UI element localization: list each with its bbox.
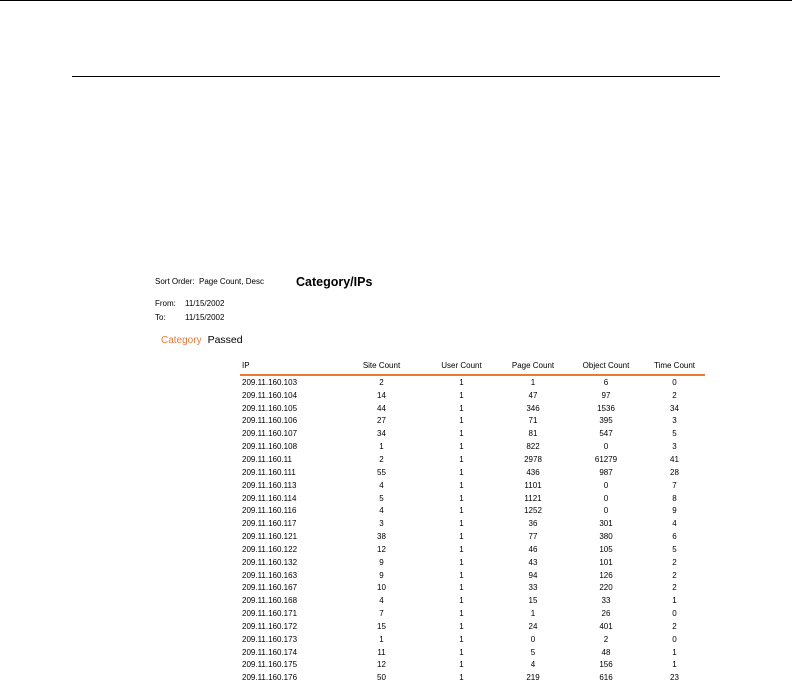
cell-page-count: 33	[528, 583, 538, 593]
cell-page-count: 1252	[524, 506, 542, 516]
cell-page-count: 24	[528, 621, 538, 631]
cell-page-count: 1	[530, 609, 536, 619]
header-ip: IP	[240, 357, 338, 375]
cell-time-count: 2	[672, 621, 677, 631]
category-value: Passed	[207, 334, 243, 346]
cell-site-count: 9	[379, 557, 384, 567]
cell-site-count: 5	[379, 493, 384, 503]
table-row	[240, 543, 705, 556]
cell-user-count: 1	[459, 403, 464, 413]
from-label: From:	[155, 299, 176, 308]
cell-ip: 209.11.160.104	[242, 390, 298, 400]
cell-site-count: 38	[377, 532, 386, 542]
cell-time-count: 23	[670, 673, 679, 683]
cell-object-count: 156	[599, 660, 613, 670]
cell-user-count: 1	[459, 647, 464, 657]
cell-site-count: 12	[377, 660, 386, 670]
cell-site-count: 15	[377, 621, 386, 631]
cell-time-count: 3	[672, 442, 677, 452]
category-label: Category	[161, 335, 202, 346]
cell-object-count: 0	[603, 506, 609, 516]
cell-user-count: 1	[459, 544, 464, 554]
cell-object-count: 220	[599, 583, 613, 593]
cell-ip: 209.11.160.171	[242, 609, 298, 619]
cell-user-count: 1	[459, 609, 464, 619]
cell-page-count: 43	[528, 557, 538, 567]
cell-object-count: 0	[603, 442, 609, 452]
cell-object-count: 0	[603, 493, 609, 503]
cell-time-count: 9	[672, 506, 677, 516]
cell-user-count: 1	[459, 390, 464, 400]
table-row	[240, 517, 705, 530]
cell-object-count: 2	[603, 634, 609, 644]
ip-table	[240, 357, 705, 684]
cell-object-count: 1536	[597, 403, 615, 413]
cell-time-count: 2	[672, 390, 677, 400]
cell-site-count: 2	[379, 454, 384, 464]
cell-site-count: 1	[379, 442, 384, 452]
cell-ip: 209.11.160.111	[242, 467, 296, 477]
cell-time-count: 1	[672, 660, 677, 670]
cell-user-count: 1	[459, 454, 464, 464]
cell-site-count: 34	[377, 429, 386, 439]
cell-site-count: 14	[377, 390, 386, 400]
cell-ip: 209.11.160.174	[242, 647, 298, 657]
table-row	[240, 453, 705, 466]
cell-ip: 209.11.160.108	[242, 442, 298, 452]
header-user-count: User Count	[425, 357, 498, 375]
cell-page-count: 15	[528, 596, 538, 606]
cell-page-count: 36	[528, 519, 538, 529]
table-row	[240, 504, 705, 517]
cell-ip: 209.11.160.167	[242, 583, 298, 593]
cell-time-count: 5	[672, 544, 677, 554]
cell-time-count: 5	[672, 429, 677, 439]
table-row	[240, 620, 705, 633]
cell-time-count: 2	[672, 583, 677, 593]
cell-time-count: 1	[672, 596, 677, 606]
table-row	[240, 671, 705, 684]
to-label: To:	[155, 313, 166, 322]
cell-page-count: 2978	[524, 454, 542, 464]
cell-user-count: 1	[459, 596, 464, 606]
cell-ip: 209.11.160.168	[242, 596, 298, 606]
cell-user-count: 1	[459, 467, 464, 477]
cell-user-count: 1	[459, 532, 464, 542]
cell-time-count: 1	[672, 647, 677, 657]
cell-site-count: 10	[377, 583, 386, 593]
cell-time-count: 34	[670, 403, 679, 413]
cell-time-count: 28	[670, 467, 679, 477]
table-row	[240, 427, 705, 440]
cell-ip: 209.11.160.175	[242, 660, 298, 670]
sort-order: Sort Order: Page Count, Desc	[155, 277, 264, 286]
cell-site-count: 27	[377, 416, 386, 426]
table-row	[240, 607, 705, 620]
cell-object-count: 987	[599, 467, 613, 477]
table-row	[240, 530, 705, 543]
cell-site-count: 9	[379, 570, 384, 580]
header-rule	[72, 76, 720, 77]
table-row	[240, 582, 705, 595]
cell-ip: 209.11.160.172	[242, 621, 298, 631]
cell-ip: 209.11.160.176	[242, 673, 298, 683]
cell-object-count: 380	[599, 532, 613, 542]
cell-ip: 209.11.160.116	[242, 506, 297, 516]
table-row	[240, 569, 705, 582]
category-row	[161, 334, 243, 346]
cell-ip: 209.11.160.121	[242, 532, 298, 542]
cell-user-count: 1	[459, 673, 464, 683]
cell-site-count: 4	[379, 480, 384, 490]
cell-page-count: 47	[528, 390, 538, 400]
cell-page-count: 436	[526, 467, 540, 477]
cell-time-count: 8	[672, 493, 677, 503]
header-site-count: Site Count	[338, 357, 425, 375]
cell-user-count: 1	[459, 416, 464, 426]
header-page-count: Page Count	[498, 357, 568, 375]
cell-user-count: 1	[459, 429, 464, 439]
table-row	[240, 492, 705, 505]
cell-user-count: 1	[459, 493, 464, 503]
cell-site-count: 12	[377, 544, 386, 554]
cell-ip: 209.11.160.163	[242, 570, 298, 580]
cell-ip: 209.11.160.107	[242, 429, 298, 439]
cell-ip: 209.11.160.114	[242, 493, 297, 503]
table-header-row	[240, 357, 705, 375]
cell-object-count: 105	[599, 544, 613, 554]
cell-time-count: 4	[672, 519, 677, 529]
page-top-border	[0, 0, 792, 1]
cell-user-count: 1	[459, 506, 464, 516]
cell-site-count: 55	[377, 467, 386, 477]
cell-page-count: 71	[528, 416, 538, 426]
table-row	[240, 479, 705, 492]
cell-time-count: 3	[672, 416, 677, 426]
cell-user-count: 1	[459, 519, 464, 529]
cell-ip: 209.11.160.106	[242, 416, 298, 426]
cell-page-count: 0	[530, 634, 536, 644]
cell-time-count: 41	[670, 454, 679, 464]
cell-object-count: 97	[601, 390, 611, 400]
cell-page-count: 1101	[524, 480, 542, 490]
cell-object-count: 616	[599, 673, 613, 683]
cell-user-count: 1	[459, 557, 464, 567]
cell-page-count: 46	[528, 544, 538, 554]
cell-object-count: 48	[601, 647, 611, 657]
cell-ip: 209.11.160.105	[242, 403, 298, 413]
table-row	[240, 402, 705, 415]
from-date: 11/15/2002	[185, 299, 225, 308]
cell-ip: 209.11.160.11	[242, 454, 292, 464]
cell-time-count: 6	[672, 532, 677, 542]
table-body	[240, 375, 705, 684]
cell-object-count: 6	[603, 377, 609, 387]
cell-time-count: 7	[672, 480, 677, 490]
cell-page-count: 81	[528, 429, 538, 439]
cell-page-count: 219	[526, 673, 540, 683]
cell-time-count: 2	[672, 557, 677, 567]
cell-user-count: 1	[459, 377, 464, 387]
cell-object-count: 126	[599, 570, 613, 580]
header-time-count: Time Count	[644, 357, 705, 375]
to-row	[155, 313, 224, 322]
cell-page-count: 1	[530, 377, 536, 387]
cell-object-count: 26	[601, 609, 611, 619]
cell-ip: 209.11.160.103	[242, 377, 298, 387]
cell-object-count: 33	[601, 596, 611, 606]
cell-page-count: 5	[530, 647, 536, 657]
cell-ip: 209.11.160.122	[242, 544, 298, 554]
header-object-count: Object Count	[568, 357, 644, 375]
cell-time-count: 2	[672, 570, 677, 580]
table-row	[240, 659, 705, 672]
cell-ip: 209.11.160.173	[242, 634, 298, 644]
cell-page-count: 4	[530, 660, 536, 670]
table-row	[240, 594, 705, 607]
cell-user-count: 1	[459, 570, 464, 580]
cell-user-count: 1	[459, 583, 464, 593]
cell-object-count: 61279	[594, 454, 618, 464]
cell-object-count: 301	[599, 519, 613, 529]
table-row	[240, 440, 705, 453]
cell-object-count: 101	[599, 557, 613, 567]
cell-time-count: 0	[672, 634, 677, 644]
cell-object-count: 547	[599, 429, 613, 439]
cell-time-count: 0	[672, 377, 677, 387]
cell-site-count: 3	[379, 519, 384, 529]
cell-user-count: 1	[459, 660, 464, 670]
cell-user-count: 1	[459, 634, 464, 644]
ip-table-container	[240, 357, 705, 684]
report-title: Category/IPs	[296, 275, 373, 289]
cell-user-count: 1	[459, 480, 464, 490]
cell-site-count: 50	[377, 673, 386, 683]
table-row	[240, 646, 705, 659]
cell-site-count: 7	[379, 609, 384, 619]
cell-user-count: 1	[459, 442, 464, 452]
table-row	[240, 389, 705, 402]
to-date: 11/15/2002	[185, 313, 225, 322]
table-row	[240, 466, 705, 479]
cell-page-count: 77	[528, 532, 538, 542]
cell-ip: 209.11.160.113	[242, 480, 297, 490]
cell-ip: 209.11.160.132	[242, 557, 298, 567]
cell-page-count: 1121	[524, 493, 542, 503]
cell-object-count: 401	[599, 621, 613, 631]
table-row	[240, 415, 705, 428]
cell-object-count: 0	[603, 480, 609, 490]
table-row	[240, 556, 705, 569]
cell-page-count: 822	[526, 442, 540, 452]
cell-site-count: 44	[377, 403, 386, 413]
cell-site-count: 2	[379, 377, 384, 387]
cell-user-count: 1	[459, 621, 464, 631]
cell-site-count: 4	[379, 506, 384, 516]
cell-object-count: 395	[599, 416, 613, 426]
cell-site-count: 11	[377, 647, 386, 657]
table-row	[240, 375, 705, 389]
cell-page-count: 94	[528, 570, 538, 580]
cell-ip: 209.11.160.117	[242, 519, 297, 529]
from-row	[155, 299, 224, 308]
cell-page-count: 346	[526, 403, 540, 413]
cell-site-count: 1	[379, 634, 384, 644]
table-row	[240, 633, 705, 646]
cell-site-count: 4	[379, 596, 384, 606]
cell-time-count: 0	[672, 609, 677, 619]
